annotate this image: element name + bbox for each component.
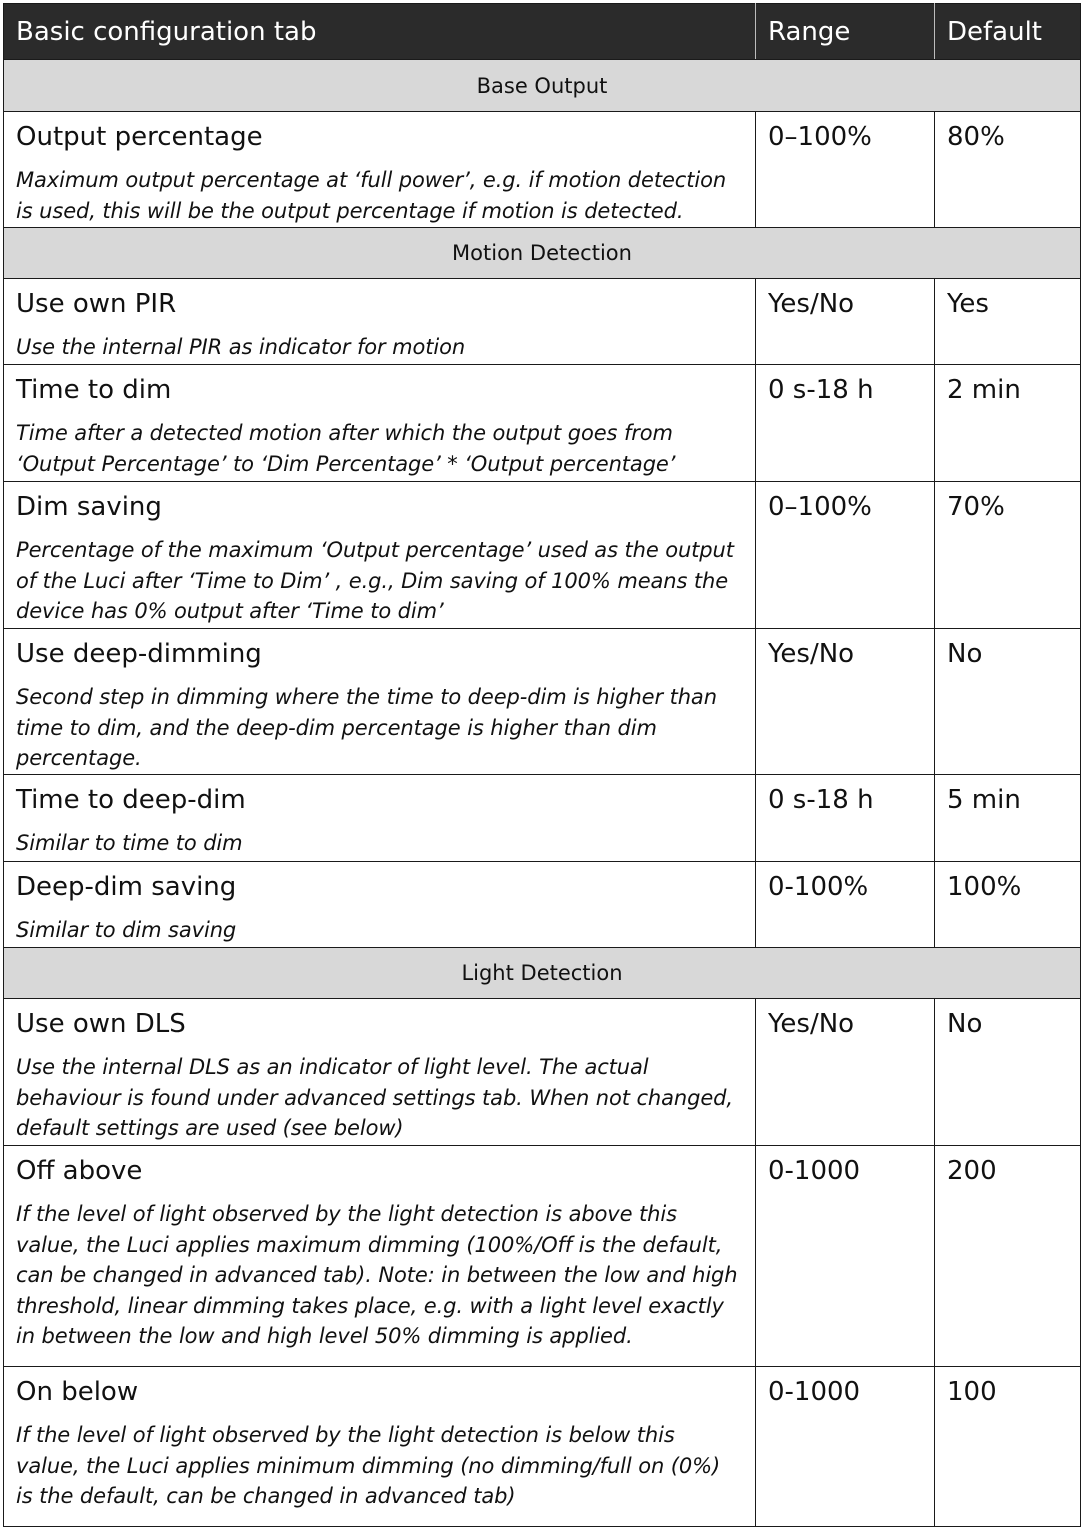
range-cell xyxy=(756,279,935,365)
range-cell xyxy=(756,1146,935,1367)
setting-description: Similar to dim saving xyxy=(16,918,237,942)
setting-name: Output percentage xyxy=(16,122,263,152)
default-cell xyxy=(935,112,1081,228)
setting-description: Use the internal DLS as an indicator of light level. The actual behaviour is found under advanced settings tab. When not changed, default settings are used (see below) xyxy=(16,1055,733,1140)
default-cell xyxy=(935,365,1081,482)
default-cell xyxy=(935,1367,1081,1527)
setting-cell xyxy=(4,112,756,228)
default-value: 200 xyxy=(947,1156,997,1186)
default-cell xyxy=(935,775,1081,862)
setting-description: Time after a detected motion after which the output goes from ‘Output Percentage’ to ‘Dim Percentage’ * ‘Output percentage’ xyxy=(16,421,676,476)
default-value: 70% xyxy=(947,492,1005,522)
section-title: Motion Detection xyxy=(4,228,1081,279)
default-value: 100% xyxy=(947,872,1022,902)
range-value: 0 s-18 h xyxy=(768,785,874,815)
setting-cell xyxy=(4,1367,756,1527)
range-value: Yes/No xyxy=(768,1009,855,1039)
setting-cell xyxy=(4,862,756,948)
setting-cell xyxy=(4,279,756,365)
table-row xyxy=(4,629,1081,775)
default-cell xyxy=(935,629,1081,775)
default-cell xyxy=(935,862,1081,948)
range-value: 0-100% xyxy=(768,872,869,902)
header-setting: Basic configuration tab xyxy=(4,4,756,60)
default-value: 80% xyxy=(947,122,1005,152)
range-cell xyxy=(756,1367,935,1527)
range-value: 0-1000 xyxy=(768,1156,861,1186)
setting-description: If the level of light observed by the light detection is above this value, the Luci applies maximum dimming (100%/Off is the default, can be changed in advanced tab). Note: in between the low and high threshold, linear dimming takes place, e.g. with a light level exactly in between the low and high level 50% dimming is applied. xyxy=(16,1202,738,1348)
table-row xyxy=(4,1367,1081,1527)
section-row-base-output xyxy=(4,60,1081,112)
setting-name: Deep-dim saving xyxy=(16,872,237,902)
default-cell xyxy=(935,482,1081,629)
setting-description: Second step in dimming where the time to deep-dim is higher than time to dim, and the deep-dim percentage is higher than dim percentage. xyxy=(16,685,717,770)
table-row xyxy=(4,365,1081,482)
setting-name: Use own DLS xyxy=(16,1009,186,1039)
setting-name: On below xyxy=(16,1377,139,1407)
range-value: Yes/No xyxy=(768,639,855,669)
default-cell xyxy=(935,1146,1081,1367)
range-cell xyxy=(756,999,935,1146)
setting-description: Percentage of the maximum ‘Output percentage’ used as the output of the Luci after ‘Time to Dim’ , e.g., Dim saving of 100% means the device has 0% output after ‘Time to dim’ xyxy=(16,538,734,623)
range-value: 0–100% xyxy=(768,492,872,522)
setting-description: If the level of light observed by the light detection is below this value, the Luci applies minimum dimming (no dimming/full on (0%) is the default, can be changed in advanced tab) xyxy=(16,1423,721,1508)
setting-cell xyxy=(4,775,756,862)
header-default: Default xyxy=(935,4,1081,60)
range-value: 0 s-18 h xyxy=(768,375,874,405)
table-header-row xyxy=(4,4,1081,60)
range-cell xyxy=(756,112,935,228)
default-value: 2 min xyxy=(947,375,1021,405)
setting-name: Dim saving xyxy=(16,492,162,522)
setting-name: Time to deep-dim xyxy=(16,785,246,815)
range-value: Yes/No xyxy=(768,289,855,319)
range-value: 0-1000 xyxy=(768,1377,861,1407)
section-title: Light Detection xyxy=(4,948,1081,999)
table-row xyxy=(4,862,1081,948)
setting-description: Similar to time to dim xyxy=(16,831,243,855)
default-value: 5 min xyxy=(947,785,1021,815)
setting-name: Off above xyxy=(16,1156,143,1186)
header-range: Range xyxy=(756,4,935,60)
range-cell xyxy=(756,365,935,482)
range-cell xyxy=(756,629,935,775)
default-value: No xyxy=(947,639,983,669)
setting-cell xyxy=(4,482,756,629)
table-row xyxy=(4,482,1081,629)
setting-description: Maximum output percentage at ‘full power’, e.g. if motion detection is used, this will be the output percentage if motion is detected. xyxy=(16,168,727,223)
section-row-motion-detection xyxy=(4,228,1081,279)
setting-name: Time to dim xyxy=(16,375,172,405)
setting-description: Use the internal PIR as indicator for motion xyxy=(16,335,466,359)
default-value: Yes xyxy=(947,289,989,319)
default-cell xyxy=(935,279,1081,365)
range-cell xyxy=(756,482,935,629)
setting-name: Use own PIR xyxy=(16,289,177,319)
default-value: 100 xyxy=(947,1377,997,1407)
table-row xyxy=(4,999,1081,1146)
setting-cell xyxy=(4,999,756,1146)
setting-cell xyxy=(4,629,756,775)
setting-name: Use deep-dimming xyxy=(16,639,262,669)
range-cell xyxy=(756,775,935,862)
setting-cell xyxy=(4,1146,756,1367)
configuration-table xyxy=(3,3,1081,1527)
table-row xyxy=(4,112,1081,228)
setting-cell xyxy=(4,365,756,482)
range-cell xyxy=(756,862,935,948)
default-value: No xyxy=(947,1009,983,1039)
default-cell xyxy=(935,999,1081,1146)
section-title: Base Output xyxy=(4,60,1081,112)
range-value: 0–100% xyxy=(768,122,872,152)
table-row xyxy=(4,775,1081,862)
section-row-light-detection xyxy=(4,948,1081,999)
table-row xyxy=(4,1146,1081,1367)
table-row xyxy=(4,279,1081,365)
